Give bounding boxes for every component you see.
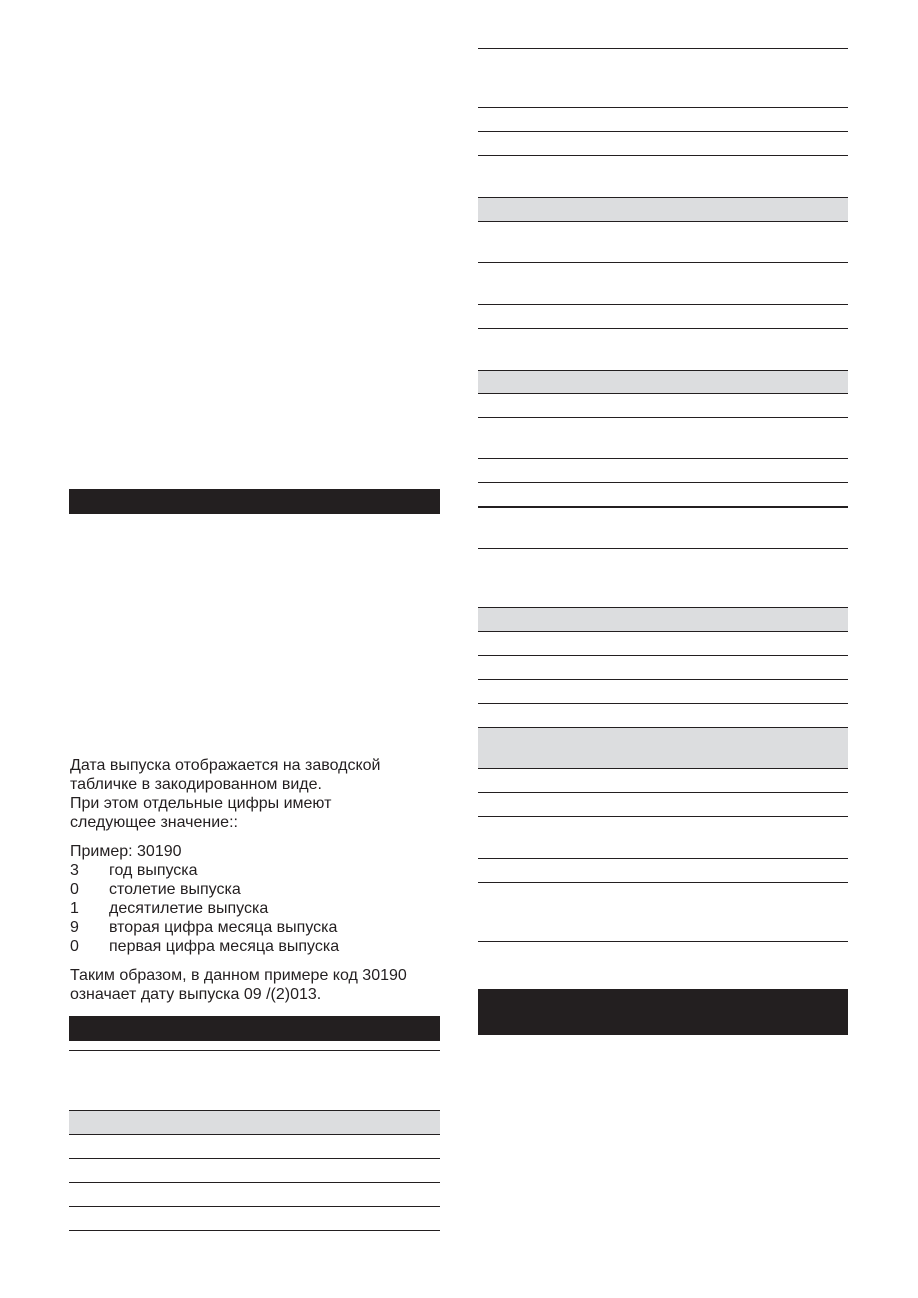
- code-digit: 9: [70, 919, 79, 936]
- date-code-conclusion: [70, 966, 450, 1004]
- conclusion-line: означает дату выпуска 09 /(2)013.: [70, 986, 322, 1003]
- intro-line: При этом отдельные цифры имеют: [70, 795, 332, 812]
- code-meaning: первая цифра месяца выпуска: [109, 938, 340, 955]
- date-code-intro: [70, 756, 450, 832]
- code-row: [70, 937, 440, 956]
- table-rule: [478, 107, 848, 108]
- code-digit: 0: [70, 938, 79, 955]
- code-row: [70, 880, 440, 899]
- table-rule: [478, 48, 848, 49]
- table-rule: [478, 858, 848, 859]
- code-row: [70, 861, 440, 880]
- table-rule: [478, 548, 848, 549]
- intro-line: табличке в закодированном виде.: [70, 776, 322, 793]
- table-rule: [478, 328, 848, 329]
- table-rule: [69, 1206, 440, 1207]
- code-meaning: вторая цифра месяца выпуска: [109, 919, 338, 936]
- table-group-header: [478, 197, 848, 222]
- table-rule: [478, 882, 848, 883]
- table-rule: [478, 458, 848, 459]
- table-rule: [69, 1050, 440, 1051]
- conclusion-line: Таким образом, в данном примере код 30190: [70, 967, 407, 984]
- table-rule: [478, 262, 848, 263]
- example-label: Пример: 30190: [70, 843, 182, 860]
- table-rule: [478, 792, 848, 793]
- code-meaning: десятилетие выпуска: [109, 900, 269, 917]
- table-rule: [478, 679, 848, 680]
- code-meaning: год выпуска: [109, 862, 198, 879]
- table-rule: [478, 155, 848, 156]
- table-rule-bold: [478, 506, 848, 508]
- code-meaning: столетие выпуска: [109, 881, 241, 898]
- code-digit: 3: [70, 862, 79, 879]
- table-rule: [69, 1158, 440, 1159]
- section-header-bar: [478, 989, 848, 1035]
- table-group-header: [478, 370, 848, 394]
- table-rule: [69, 1230, 440, 1231]
- table-group-header: [69, 1110, 440, 1135]
- table-rule: [478, 304, 848, 305]
- table-rule: [478, 703, 848, 704]
- table-group-header: [478, 727, 848, 769]
- code-digit: 0: [70, 881, 79, 898]
- table-rule: [478, 941, 848, 942]
- code-row: [70, 918, 440, 937]
- code-row: [70, 899, 440, 918]
- intro-line: Дата выпуска отображается на заводской: [70, 757, 381, 774]
- table-rule: [69, 1182, 440, 1183]
- section-header-bar: [69, 1016, 440, 1041]
- table-group-header: [478, 607, 848, 632]
- table-rule: [478, 417, 848, 418]
- code-digit: 1: [70, 900, 79, 917]
- table-rule: [478, 655, 848, 656]
- table-rule: [478, 131, 848, 132]
- table-rule: [478, 482, 848, 483]
- section-header-bar: [69, 489, 440, 514]
- intro-line: следующее значение::: [70, 814, 238, 831]
- table-rule: [478, 816, 848, 817]
